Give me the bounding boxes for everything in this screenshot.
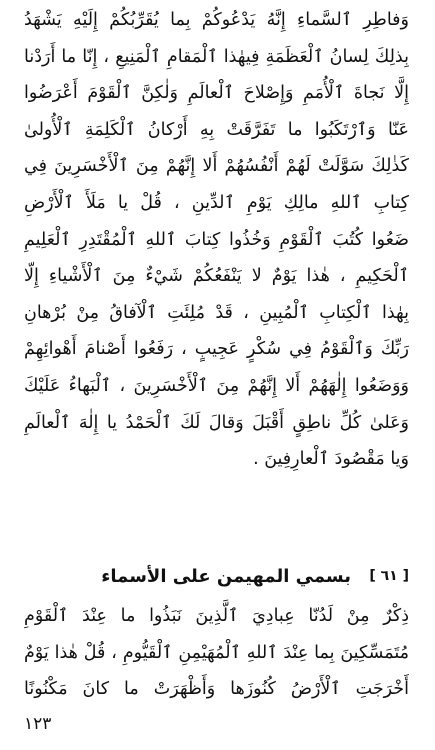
text-line: بِهٰذا ٱلْكِتابِ ٱلْمُبِينِ ، قَدْ مُلِئَتِ ٱلْآفاقُ مِنْ بُرْهانِ — [24, 302, 409, 323]
text-line: وَفاطِرِ ٱلسَّماءِ إِنَّهُ يَدْعُوكُمْ بِما يُقَرِّبُكُمْ إِلَيْهِ يَشْهَدُ — [24, 10, 409, 30]
text-line: أَخْرَجَتِ ٱلْأَرْضُ كُنُوزَها وَأَظْهَرَتْ ما كانَ مَكْنُونًا — [24, 679, 409, 700]
text-line: ٱلْحَكِيمِ ، هٰذا يَوْمٌ لا يَنْفَعُكُمْ شَيْءٌ مِنَ ٱلْأَشْياءِ إِلّا — [24, 266, 409, 287]
text-line: إِلَّا نَجاةَ ٱلْأُمَمِ وَإِصْلاحَ ٱلْعالَمِ وَلٰكِنَّ ٱلْقَوْمَ أَعْرَضُوا — [24, 83, 409, 104]
text-line: مُتَمَسِّكِينَ بِما عِنْدَ ٱللهِ ٱلْمُهَيْمِنِ ٱلْقَيُّومِ ، قُلْ هٰذا يَوْمٌ — [24, 642, 409, 663]
section-heading — [24, 566, 409, 596]
text-line: كِتابِ ٱللهِ مالِكِ يَوْمِ ٱلدِّينِ ، قُلْ يا مَلَأَ ٱلْأَرْضِ — [24, 192, 409, 213]
body-text — [24, 2, 409, 478]
section-body-text — [24, 598, 409, 708]
text-line: وَعَلىٰ كُلِّ ناطِقٍ أَقْبَلَ وَقالَ لَكَ ٱلْحَمْدُ يا إِلٰهَ ٱلْعالَمِ — [24, 412, 409, 433]
text-line: كَذٰلِكَ سَوَّلَتْ لَهُمْ أَنْفُسُهُمْ أَلا إِنَّهُمْ مِنَ ٱلْأَخْسَرِينَ فِي — [24, 156, 409, 177]
text-line: وَيا مَقْصُودَ ٱلْعارِفِينَ . — [253, 449, 409, 470]
page-number: ١٢٣ — [24, 714, 52, 734]
text-line: ضَعُوا كُتُبَ ٱلْقَوْمِ وَخُذُوا كِتابَ ٱللهِ ٱلْمُقْتَدِرِ ٱلْعَلِيمِ — [24, 229, 409, 250]
text-line: وَوَضَعُوا إِلٰهَهُمْ أَلا إِنَّهُمْ مِنَ ٱلْأَخْسَرِينَ ، ٱلْبَهاءُ عَلَيْكَ — [24, 375, 409, 396]
text-line: رَبِّكَ وَٱلْقَوْمُ فِي سُكْرٍ عَجِيبٍ ، رَفَعُوا أَصْنامَ أَهْوائِهِمْ — [24, 339, 409, 360]
section-title: بسمي المهيمن على الأسماء — [101, 566, 351, 587]
text-line: بِذلِكَ لِسانُ ٱلْعَظَمَةِ فِيهٰذا ٱلْمَقامِ ٱلْمَنِيعِ ، إِنّا ما أَرَدْنا — [24, 46, 409, 67]
text-line: عَنّا وَٱرْتَكَبُوا ما تَفَرَّقَتْ بِهِ أَرْكانُ ٱلْكَلِمَةِ ٱلْأُولىٰ — [24, 119, 409, 140]
text-line: ذِكْرٌ مِنْ لَدُنّا عِبادِيَ ٱلَّذِينَ نَبَذُوا ما عِنْدَ ٱلْقَوْمِ — [24, 606, 409, 626]
section-number: [ ٦١ ] — [369, 568, 409, 584]
